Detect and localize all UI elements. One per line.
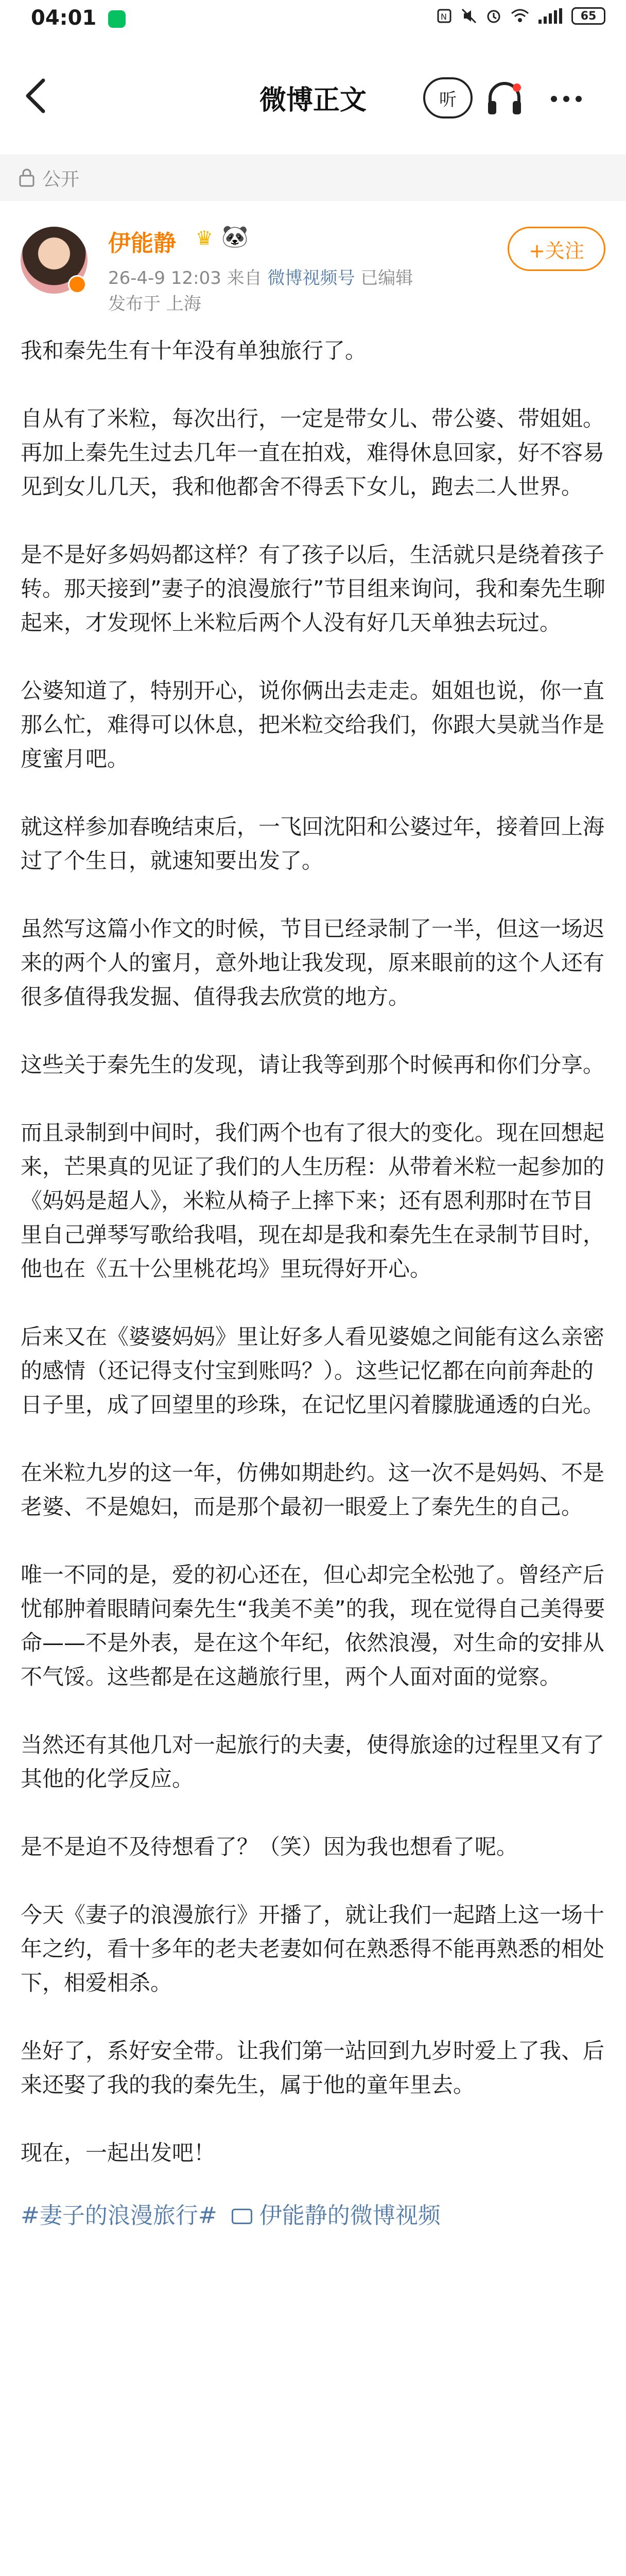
paragraph: 今天《妻子的浪漫旅行》开播了，就让我们一起踏上这一场十年之约，看十多年的老夫老妻如何在熟悉得不能再熟悉的相处下，相爱相杀。 <box>21 1902 605 1995</box>
more-icon[interactable] <box>546 78 587 120</box>
page-title: 微博正文 <box>259 85 367 116</box>
paragraph: 这些关于秦先生的发现，请让我等到那个时候再和你们分享。 <box>21 1052 605 1077</box>
post-tags <box>21 2199 605 2233</box>
author-name[interactable]: 伊能静 <box>108 230 176 257</box>
status-time: 04:01 <box>31 6 97 30</box>
post-meta <box>108 264 413 289</box>
video-icon <box>232 2209 252 2224</box>
mute-icon <box>461 8 477 24</box>
verified-badge-icon <box>68 275 86 294</box>
paragraph: 我和秦先生有十年没有单独旅行了。 <box>21 338 367 363</box>
paragraph: 而且录制到中间时，我们两个也有了很大的变化。现在回想起来，芒果真的见证了我们的人生历程：从带着米粒一起参加的《妈妈是超人》，米粒从椅子上摔下来；还有恩利那时在节目里自己弹琴写歌给我唱，现在却是我和秦先生在录制节目时，他也在《五十公里桃花坞》里玩得好开心。 <box>21 1120 605 1281</box>
lock-icon <box>19 168 35 188</box>
listen-label: 听 <box>439 89 457 110</box>
topic-tag[interactable]: #妻子的浪漫旅行# <box>21 2202 217 2229</box>
battery-level: 65 <box>580 9 597 23</box>
paragraph: 在米粒九岁的这一年，仿佛如期赴约。这一次不是妈妈、不是老婆、不是媳妇，而是那个最初一眼爱上了秦先生的自己。 <box>21 1460 605 1519</box>
paragraph: 自从有了米粒，每次出行，一定是带女儿、带公婆、带姐姐。再加上秦先生过去几年一直在拍戏，难得休息回家，好不容易见到女儿几天，我和他都舍不得丢下女儿，跑去二人世界。 <box>21 406 605 499</box>
video-link[interactable] <box>232 2202 448 2229</box>
paragraph: 就这样参加春晚结束后，一飞回沈阳和公婆过年，接着回上海过了个生日，就速知要出发了。 <box>21 814 605 873</box>
paragraph: 是不是好多妈妈都这样？有了孩子以后，生活就只是绕着孩子转。那天接到”妻子的浪漫旅行”节目组来询问，我和秦先生聊起来，才发现怀上米粒后两个人没有好几天单独去玩过。 <box>21 542 605 635</box>
paragraph: 现在，一起出发吧！ <box>21 2140 216 2165</box>
author-header <box>0 211 626 325</box>
wifi-icon <box>511 8 529 24</box>
post-time: 26-4-9 12:03 <box>108 268 221 289</box>
svg-text:N: N <box>441 12 447 22</box>
video-link-label: 伊能静的微博视频 <box>259 2202 441 2229</box>
post-location: 发布于 上海 <box>108 294 201 314</box>
visibility-label: 公开 <box>42 168 80 190</box>
listen-button[interactable] <box>423 77 473 118</box>
paragraph: 公婆知道了，特别开心，说你俩出去走走。姐姐也说，你一直那么忙，难得可以休息，把米粒交给我们，你跟大昊就当作是度蜜月吧。 <box>21 678 605 771</box>
follow-button[interactable] <box>508 227 605 271</box>
signal-icon <box>538 8 562 24</box>
headphones-icon[interactable] <box>484 78 525 120</box>
paragraph: 坐好了，系好安全带。让我们第一站回到九岁时爱上了我、后来还娶了我的我的秦先生，属于他的童年里去。 <box>21 2038 605 2097</box>
source-link[interactable]: 微博视频号 <box>267 268 355 289</box>
paragraph: 虽然写这篇小作文的时候，节目已经录制了一半，但这一场迟来的两个人的蜜月，意外地让我发现，原来眼前的这个人还有很多值得我发掘、值得我去欣赏的地方。 <box>21 916 605 1009</box>
nfc-icon <box>437 8 452 24</box>
post-body <box>21 334 605 2233</box>
visibility-bar <box>0 155 626 201</box>
wechat-notification-icon <box>108 10 126 28</box>
source-prefix: 来自 <box>227 268 262 289</box>
paragraph: 唯一不同的是，爱的初心还在，但心却完全松弛了。曾经产后忧郁肿着眼睛问秦先生“我美不美”的我，现在觉得自己美得要命——不是外表，是在这个年纪，依然浪漫，对生命的安排从不气馁。这些都是在这趟旅行里，两个人面对面的觉察。 <box>21 1562 605 1689</box>
nav-bar <box>0 52 626 149</box>
alarm-icon <box>486 8 501 24</box>
paragraph: 当然还有其他几对一起旅行的夫妻，使得旅途的过程里又有了其他的化学反应。 <box>21 1732 605 1791</box>
crown-icon: ♛ <box>196 227 214 249</box>
battery-icon <box>571 7 605 25</box>
paragraph: 后来又在《婆婆妈妈》里让好多人看见婆媳之间能有这么亲密的感情（还记得支付宝到账吗？）。这些记忆都在向前奔赴的日子里，成了回望里的珍珠，在记忆里闪着朦胧通透的白光。 <box>21 1324 605 1417</box>
paragraph: 是不是迫不及待想看了？（笑）因为我也想看了呢。 <box>21 1834 518 1859</box>
status-icons <box>437 7 605 25</box>
edited-label: 已编辑 <box>360 268 413 289</box>
panda-icon: 🐼 <box>221 224 249 249</box>
status-bar <box>0 0 626 36</box>
follow-label: +关注 <box>529 239 584 262</box>
